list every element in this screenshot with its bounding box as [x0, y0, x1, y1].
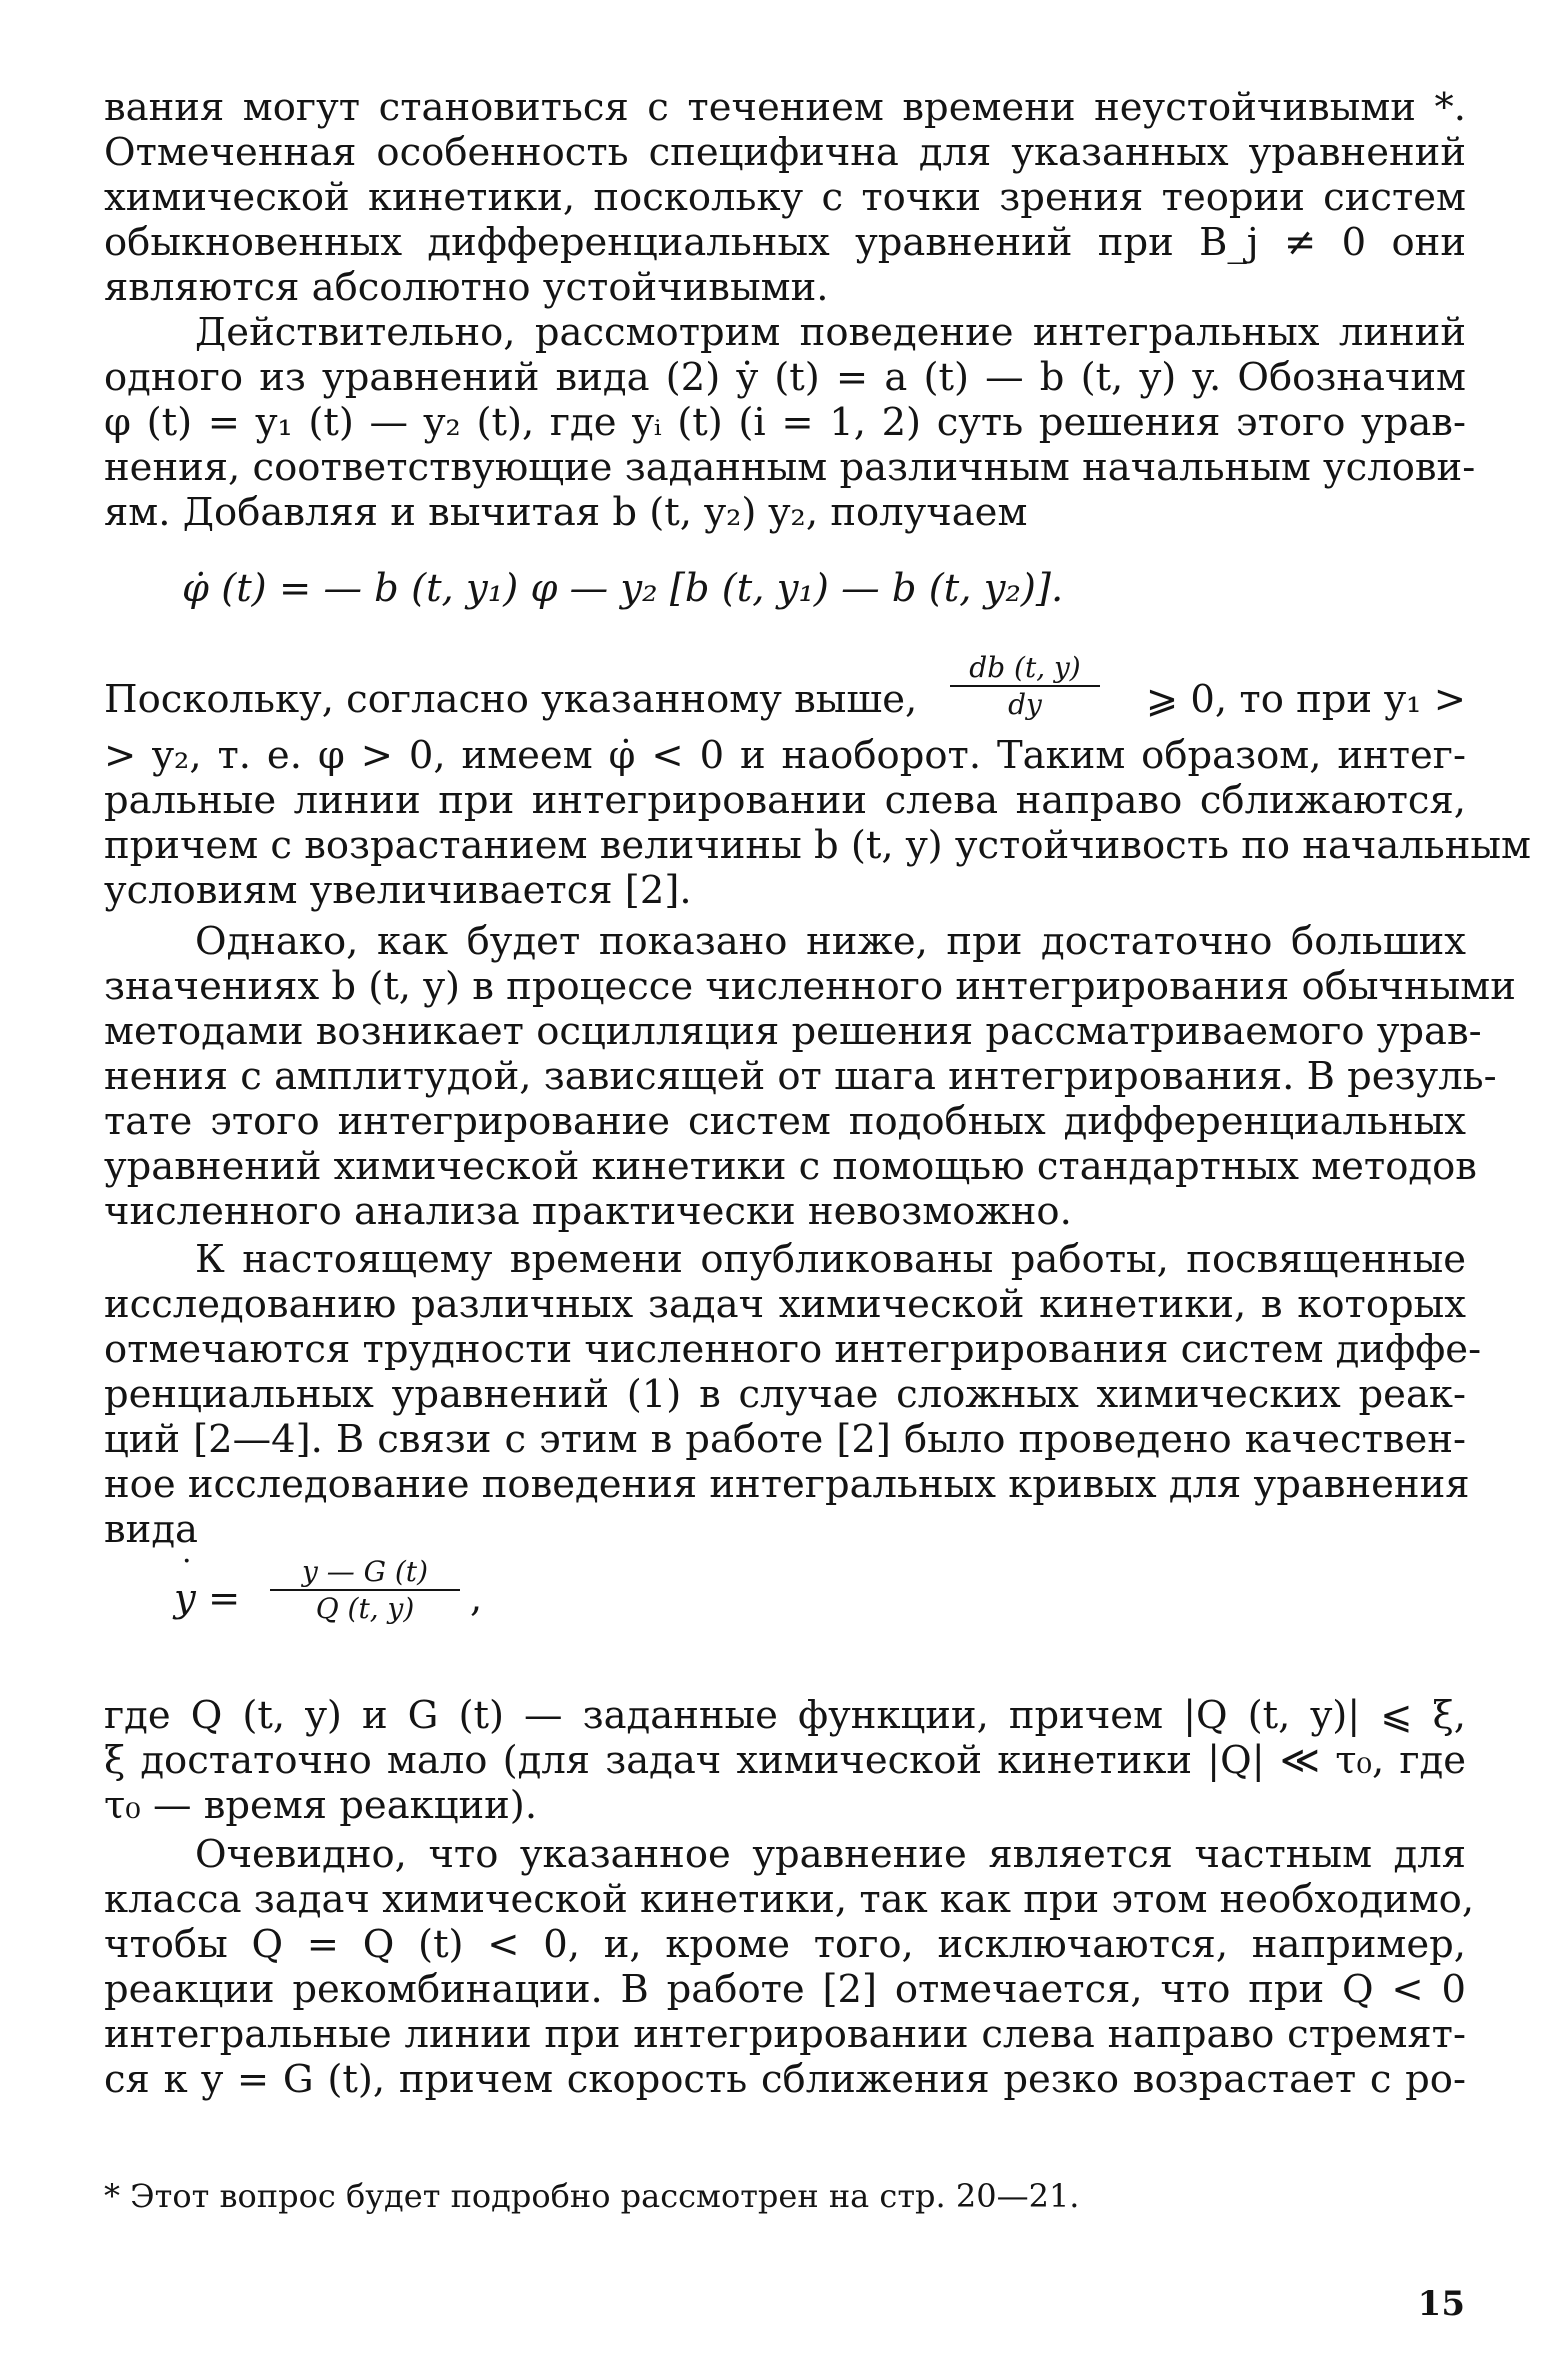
text-line: ξ достаточно мало (для задач химической кинетики |Q| ≪ τ₀, где — [104, 1738, 1466, 1783]
text-line: нения, соответствующие заданным различным начальным услови- — [104, 445, 1476, 490]
text-line: класса задач химической кинетики, так как при этом необходимо, — [104, 1877, 1475, 1922]
text-line: уравнений химической кинетики с помощью стандартных методов — [104, 1144, 1477, 1189]
text-line: нения с амплитудой, зависящей от шага интегрирования. В резуль- — [104, 1054, 1497, 1099]
text-line: ций [2—4]. В связи с этим в работе [2] было проведено качествен- — [104, 1417, 1466, 1462]
fraction-bar — [270, 1589, 460, 1591]
fraction-bar — [950, 685, 1100, 687]
fraction-numerator: y — G (t) — [302, 1555, 428, 1588]
text-line: отмечаются трудности численного интегрирования систем диффе- — [104, 1327, 1482, 1372]
fraction-denominator: Q (t, y) — [315, 1592, 415, 1625]
text-line: Отмеченная особенность специфична для указанных уравнений — [104, 130, 1466, 175]
text-line: ральные линии при интегрировании слева направо сближаются, — [104, 778, 1466, 823]
footnote: * Этот вопрос будет подробно рассмотрен на стр. 20—21. — [104, 2177, 1080, 2215]
fraction-y-minus-g-over-q — [270, 1556, 460, 1625]
text-line: Действительно, рассмотрим поведение интегральных линий — [195, 310, 1466, 355]
text-line: химической кинетики, поскольку с точки зрения теории систем — [104, 175, 1466, 220]
text-line: ⩾ 0, то при y₁ > — [1145, 677, 1466, 722]
text-line: ся к y = G (t), причем скорость сближения резко возрастает с ро- — [104, 2057, 1466, 2102]
text-line: являются абсолютно устойчивыми. — [104, 265, 829, 310]
text-line: ренциальных уравнений (1) в случае сложных химических реак- — [104, 1372, 1466, 1417]
text-line: значениях b (t, y) в процессе численного интегрирования обычными — [104, 964, 1516, 1009]
text-line: условиям увеличивается [2]. — [104, 868, 692, 913]
text-line: К настоящему времени опубликованы работы, посвященные — [195, 1237, 1466, 1282]
text-line: Однако, как будет показано ниже, при достаточно больших — [195, 919, 1466, 964]
text-line: Поскольку, согласно указанному выше, — [104, 677, 918, 722]
text-line: вания могут становиться с течением времени неустойчивыми *. — [104, 85, 1466, 130]
equation-comma: , — [470, 1576, 483, 1621]
text-line: Очевидно, что указанное уравнение является частным для — [195, 1832, 1466, 1877]
text-line: одного из уравнений вида (2) ẏ (t) = a (t) — b (t, y) y. Обозначим — [104, 355, 1466, 400]
text-line: ное исследование поведения интегральных кривых для уравнения — [104, 1462, 1470, 1507]
text-line: интегральные линии при интегрировании слева направо стремят- — [104, 2012, 1466, 2057]
page-number: 15 — [1417, 2284, 1465, 2324]
text-line: вида — [104, 1507, 198, 1552]
dot-accent: · — [182, 1544, 192, 1579]
text-line: численного анализа практически невозможно. — [104, 1189, 1072, 1234]
fraction-db-dy — [950, 652, 1100, 721]
text-line: φ (t) = y₁ (t) — y₂ (t), где yᵢ (t) (i = 1, 2) суть решения этого урав- — [104, 400, 1466, 445]
text-line: методами возникает осцилляция решения рассматриваемого урав- — [104, 1009, 1482, 1054]
text-line: чтобы Q = Q (t) < 0, и, кроме того, исключаются, например, — [104, 1922, 1466, 1967]
text-line: реакции рекомбинации. В работе [2] отмечается, что при Q < 0 — [104, 1967, 1466, 2012]
text-line: исследованию различных задач химической кинетики, в которых — [104, 1282, 1466, 1327]
text-line: τ₀ — время реакции). — [104, 1783, 538, 1828]
text-line: ям. Добавляя и вычитая b (t, y₂) y₂, получаем — [104, 490, 1028, 535]
equation-lhs: y = — [174, 1576, 241, 1621]
text-line: причем с возрастанием величины b (t, y) устойчивость по начальным — [104, 823, 1531, 868]
text-line: где Q (t, y) и G (t) — заданные функции, причем |Q (t, y)| ⩽ ξ, — [104, 1693, 1466, 1738]
text-line: > y₂, т. е. φ > 0, имеем φ̇ < 0 и наоборот. Таким образом, интег- — [104, 733, 1466, 778]
fraction-denominator: dy — [1008, 688, 1042, 721]
equation-phi-dot: φ̇ (t) = — b (t, y₁) φ — y₂ [b (t, y₁) — b (t, y₂)]. — [182, 566, 1064, 611]
text-line: обыкновенных дифференциальных уравнений при B_j ≠ 0 они — [104, 220, 1466, 265]
fraction-numerator: db (t, y) — [969, 651, 1081, 684]
text-line: тате этого интегрирование систем подобных дифференциальных — [104, 1099, 1466, 1144]
